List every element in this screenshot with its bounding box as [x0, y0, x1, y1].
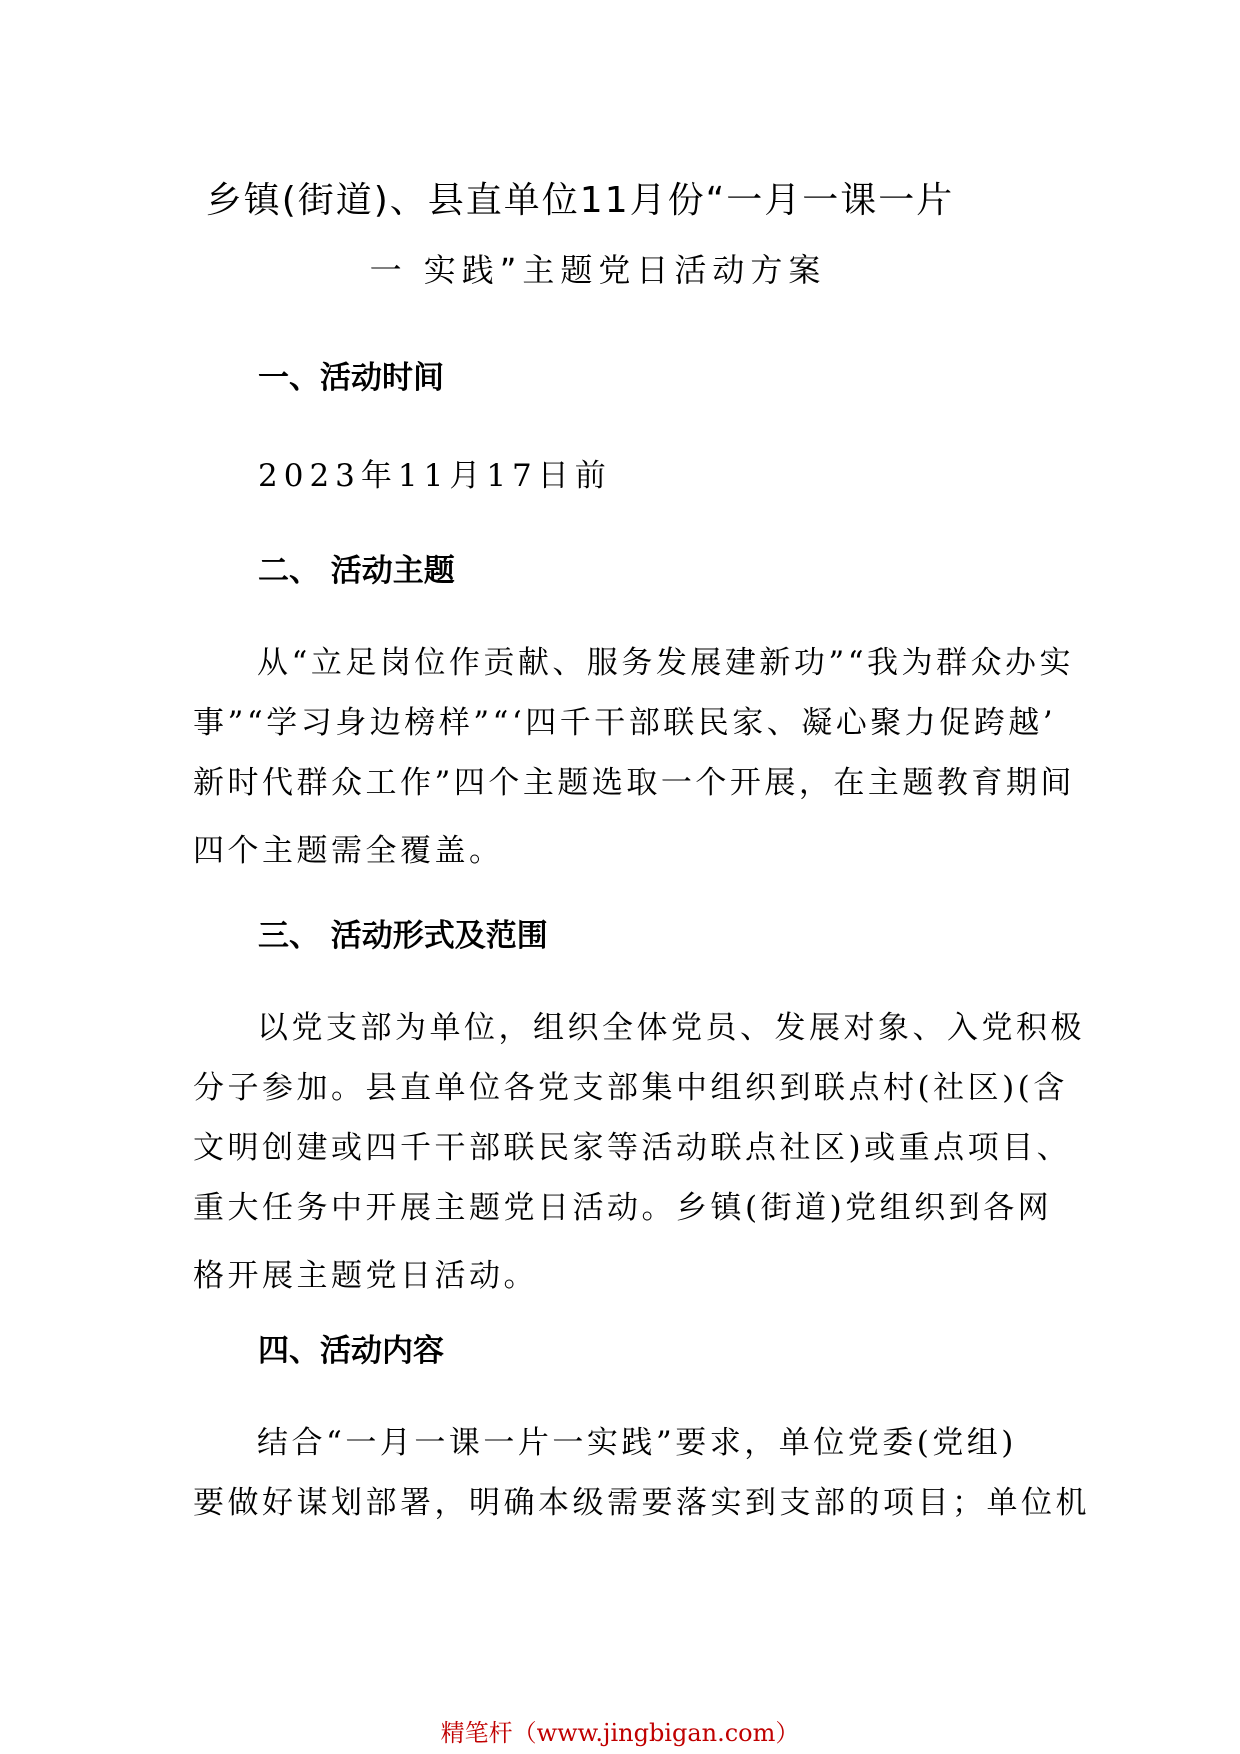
paragraph-line: 四个主题需全覆盖。: [193, 833, 504, 869]
paragraph-line: 文明创建或四千干部联民家等活动联点社区)或重点项目、: [193, 1130, 1072, 1166]
activity-date: 2023年11月17日前: [258, 458, 612, 494]
paragraph-line: 要做好谋划部署，明确本级需要落实到支部的项目；单位机: [193, 1485, 1090, 1521]
section-heading-form-scope: 三、 活动形式及范围: [258, 918, 548, 954]
paragraph-line: 新时代群众工作”四个主题选取一个开展，在主题教育期间: [193, 765, 1075, 801]
paragraph-line: 以党支部为单位，组织全体党员、发展对象、入党积极: [257, 1010, 1085, 1046]
section-heading-theme: 二、 活动主题: [258, 553, 455, 589]
section-heading-content: 四、活动内容: [258, 1333, 444, 1369]
paragraph-line: 格开展主题党日活动。: [193, 1258, 538, 1294]
paragraph-line: 从“立足岗位作贡献、服务发展建新功”“我为群众办实: [257, 645, 1075, 681]
form-scope-paragraph: [193, 998, 1085, 1306]
section-heading-time: 一、活动时间: [258, 360, 444, 396]
document-title-line-1: 乡镇(街道)、县直单位11月份“一月一课一片: [205, 180, 955, 221]
paragraph-line: 结合“一月一课一片一实践”要求，单位党委(党组): [257, 1425, 1017, 1461]
paragraph-line: 事”“学习身边榜样”“‘四千干部联民家、凝心聚力促跨越’: [193, 705, 1057, 741]
paragraph-line: 分子参加。县直单位各党支部集中组织到联点村(社区)(含: [193, 1070, 1068, 1106]
paragraph-line: 重大任务中开展主题党日活动。乡镇(街道)党组织到各网: [193, 1190, 1053, 1226]
footer-watermark: 精笔杆（www.jingbigan.com）: [440, 1719, 800, 1747]
content-paragraph: [193, 1413, 1090, 1533]
theme-paragraph: [193, 633, 1073, 881]
document-title-line-2: 一 实践”主题党日活动方案: [369, 251, 827, 289]
